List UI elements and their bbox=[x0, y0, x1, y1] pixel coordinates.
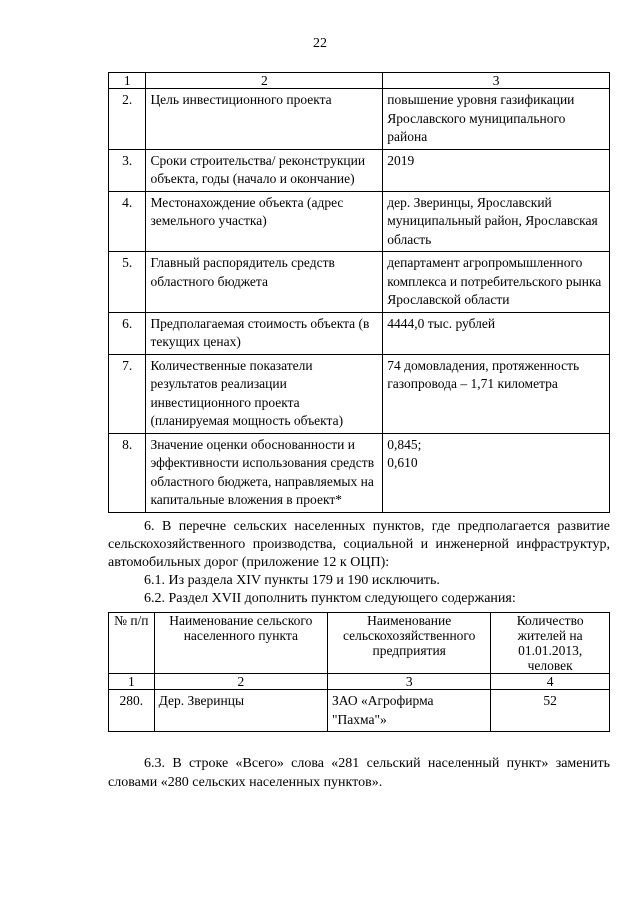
header-number: № п/п bbox=[109, 613, 155, 674]
index-cell: 3 bbox=[328, 674, 491, 690]
table-row bbox=[109, 312, 610, 354]
row-number: 6. bbox=[109, 312, 146, 354]
row-value: 2019 bbox=[383, 149, 610, 191]
page-number: 22 bbox=[313, 36, 327, 51]
paragraph: 6. В перечне сельских населенных пунктов, где предполагается развитие сельскохозяйственного производства, социальной и инженерной инфраструктур, автомобильных дорог (приложение 12 к ОЦП): bbox=[108, 519, 610, 570]
header-cell-1: 1 bbox=[109, 73, 146, 89]
amendment-paragraphs bbox=[108, 518, 610, 608]
row-label: Цель инвестиционного проекта bbox=[146, 89, 383, 150]
row-value: 0,845; 0,610 bbox=[383, 433, 610, 512]
row-settlement: Дер. Зверинцы bbox=[154, 690, 327, 732]
row-enterprise: ЗАО «Агрофирма "Пахма"» bbox=[328, 690, 491, 732]
table-row bbox=[109, 433, 610, 512]
row-number: 5. bbox=[109, 252, 146, 313]
header-cell-3: 3 bbox=[383, 73, 610, 89]
row-value: департамент агропромышленного комплекса и потребительского рынка Ярославской области bbox=[383, 252, 610, 313]
final-paragraph-block bbox=[108, 754, 610, 792]
index-cell: 1 bbox=[109, 674, 155, 690]
row-number: 3. bbox=[109, 149, 146, 191]
row-label: Количественные показатели результатов реализации инвестиционного проекта (планируемая мощность объекта) bbox=[146, 354, 383, 433]
paragraph: 6.3. В строке «Всего» слова «281 сельский населенный пункт» заменить словами «280 сельских населенных пунктов». bbox=[108, 756, 610, 790]
row-label: Предполагаемая стоимость объекта (в текущих ценах) bbox=[146, 312, 383, 354]
table-row bbox=[109, 354, 610, 433]
row-value: 4444,0 тыс. рублей bbox=[383, 312, 610, 354]
table-header-row bbox=[109, 73, 610, 89]
paragraph: 6.1. Из раздела XIV пункты 179 и 190 исключить. bbox=[144, 573, 440, 588]
table-row bbox=[109, 89, 610, 150]
header-cell-2: 2 bbox=[146, 73, 383, 89]
index-cell: 4 bbox=[491, 674, 610, 690]
table-index-row bbox=[109, 674, 610, 690]
row-label: Главный распорядитель средств областного бюджета bbox=[146, 252, 383, 313]
header-settlement: Наименование сельского населенного пункта bbox=[154, 613, 327, 674]
row-number: 2. bbox=[109, 89, 146, 150]
table-row bbox=[109, 690, 610, 732]
table-row bbox=[109, 252, 610, 313]
row-number: 8. bbox=[109, 433, 146, 512]
table-row bbox=[109, 149, 610, 191]
header-residents: Количество жителей на 01.01.2013, человек bbox=[491, 613, 610, 674]
row-value: повышение уровня газификации Ярославского муниципального района bbox=[383, 89, 610, 150]
row-number: 280. bbox=[109, 690, 155, 732]
index-cell: 2 bbox=[154, 674, 327, 690]
table-header-row bbox=[109, 613, 610, 674]
row-value: 74 домовладения, протяженность газопровода – 1,71 километра bbox=[383, 354, 610, 433]
row-label: Значение оценки обоснованности и эффективности использования средств областного бюджета, направляемых на капитальные вложения в проект* bbox=[146, 433, 383, 512]
settlement-table bbox=[108, 612, 610, 732]
row-number: 7. bbox=[109, 354, 146, 433]
table-row bbox=[109, 191, 610, 252]
row-value: дер. Зверинцы, Ярославский муниципальный район, Ярославская область bbox=[383, 191, 610, 252]
row-residents: 52 bbox=[491, 690, 610, 732]
header-enterprise: Наименование сельскохозяйственного предприятия bbox=[328, 613, 491, 674]
row-number: 4. bbox=[109, 191, 146, 252]
row-label: Сроки строительства/ реконструкции объекта, годы (начало и окончание) bbox=[146, 149, 383, 191]
investment-project-table bbox=[108, 72, 610, 513]
paragraph: 6.2. Раздел XVII дополнить пунктом следующего содержания: bbox=[144, 591, 516, 606]
row-label: Местонахождение объекта (адрес земельного участка) bbox=[146, 191, 383, 252]
